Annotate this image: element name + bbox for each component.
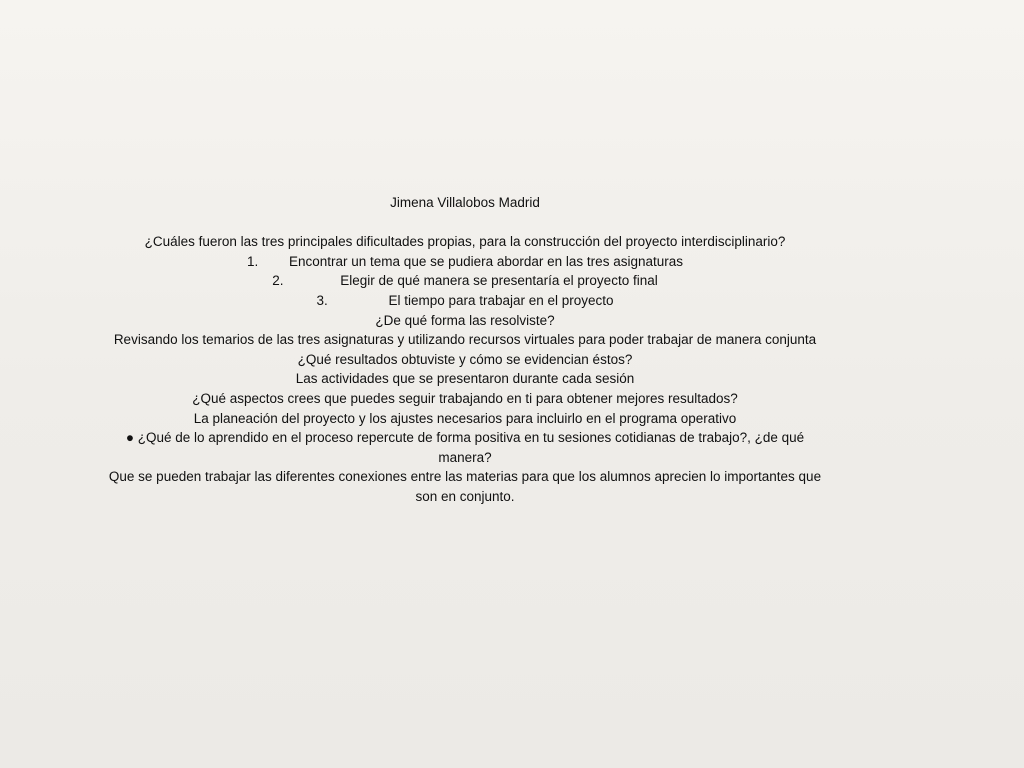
answer-aspects: La planeación del proyecto y los ajustes necesarios para incluirlo en el programa operativo	[193, 410, 737, 426]
difficulty-item	[100, 291, 830, 311]
question-difficulties: ¿Cuáles fueron las tres principales dificultades propias, para la construcción del proyecto interdisciplinario?	[144, 234, 786, 250]
item-number: 3.	[316, 292, 328, 308]
item-text: Encontrar un tema que se pudiera abordar en las tres asignaturas	[289, 253, 683, 269]
blank-line	[100, 213, 830, 233]
question-resolution: ¿De qué forma las resolviste?	[375, 312, 555, 328]
answer-resolution: Revisando los temarios de las tres asignaturas y utilizando recursos virtuales para poder trabajar de manera conjunta	[113, 332, 817, 348]
question-learning: ● ¿Qué de lo aprendido en el proceso repercute de forma positiva en tu sesiones cotidianas de trabajo?, ¿de qué manera?	[125, 430, 805, 465]
difficulty-item	[100, 252, 830, 272]
item-text: El tiempo para trabajar en el proyecto	[388, 292, 614, 308]
answer-learning: Que se pueden trabajar las diferentes conexiones entre las materias para que los alumnos aprecien lo importantes que son en conjunto.	[108, 469, 822, 504]
item-number: 1.	[247, 253, 259, 269]
difficulty-item	[100, 271, 830, 291]
author-name: Jimena Villalobos Madrid	[390, 195, 540, 210]
item-text: Elegir de qué manera se presentaría el proyecto final	[340, 273, 658, 289]
answer-results: Las actividades que se presentaron durante cada sesión	[295, 371, 635, 387]
item-number: 2.	[272, 273, 284, 289]
question-aspects: ¿Qué aspectos crees que puedes seguir trabajando en ti para obtener mejores resultados?	[192, 390, 738, 406]
document-body	[100, 193, 830, 507]
question-results: ¿Qué resultados obtuviste y cómo se evidencian éstos?	[297, 351, 633, 367]
